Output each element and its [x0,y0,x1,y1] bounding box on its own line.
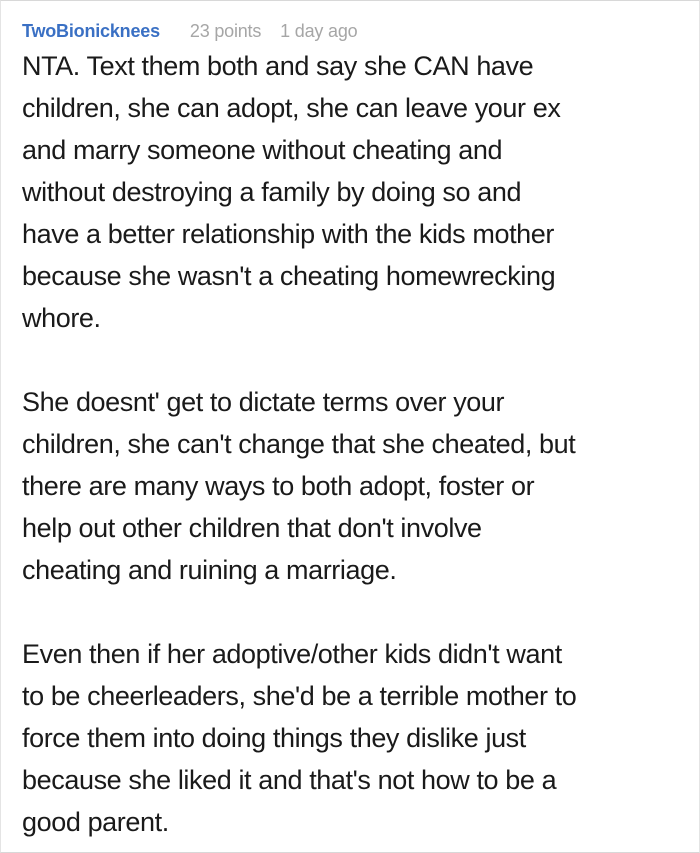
comment-line: She doesnt' get to dictate terms over your [22,387,505,417]
comment-line: force them into doing things they dislike just [22,723,526,753]
comment-line: whore. [22,303,101,333]
comment-line: help out other children that don't involve [22,513,482,543]
comment-timestamp: 1 day ago [280,21,358,41]
comment-line: without destroying a family by doing so and [22,177,522,207]
comment-paragraph [22,381,678,591]
comment-line: good parent. [22,807,169,837]
comment-line: and marry someone without cheating and [22,135,503,165]
comment-line: children, she can't change that she cheated, but [22,429,576,459]
comment-line: children, she can adopt, she can leave your ex [22,93,561,123]
comment-line: Even then if her adoptive/other kids didn't want [22,639,562,669]
comment-points: 23 points [189,21,262,41]
comment-line: NTA. Text them both and say she CAN have [22,51,534,81]
comment-paragraph [22,45,678,339]
comment-line: have a better relationship with the kids mother [22,219,554,249]
comment-header [22,19,678,43]
comment-line: cheating and ruining a marriage. [22,555,397,585]
comment-line: to be cheerleaders, she'd be a terrible mother to [22,681,577,711]
comment-line: there are many ways to both adopt, foster or [22,471,535,501]
comment-body [22,45,678,843]
comment-line: because she liked it and that's not how to be a [22,765,557,795]
comment-line: because she wasn't a cheating homewrecking [22,261,556,291]
comment-paragraph [22,633,678,843]
comment-author-link[interactable]: TwoBionicknees [22,21,160,41]
